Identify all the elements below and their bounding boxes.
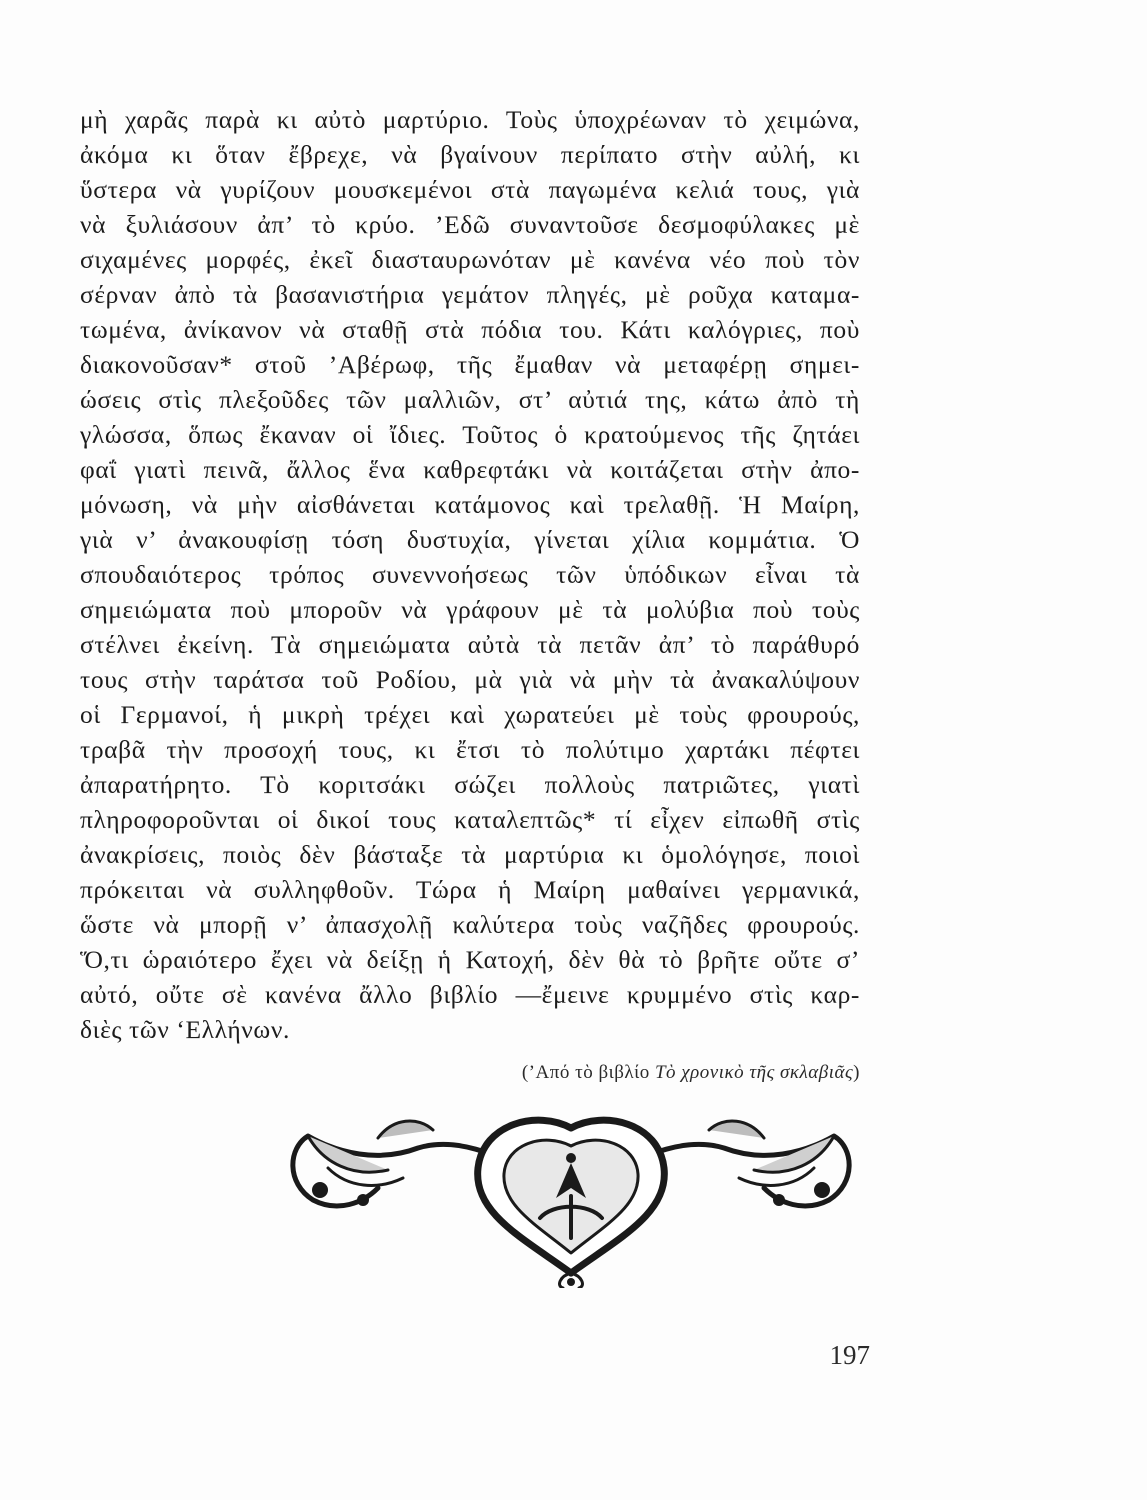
text-line: σπουδαιότερος τρόπος συνεννοήσεως τῶν ὑπόδικων εἶναι τὰ [80,560,860,589]
text-line: ἀνακρίσεις, ποιὸς δὲν βάσταξε τὰ μαρτύρια κι ὁμολόγησε, ποιοὶ [80,840,860,869]
text-line: ὕστερα νὰ γυρίζουν μουσκεμένοι στὰ παγωμένα κελιά τους, γιὰ [80,175,860,204]
text-line: σημειώματα ποὺ μποροῦν νὰ γράφουν μὲ τὰ μολύβια ποὺ τοὺς [80,595,860,624]
source-citation [522,1062,860,1084]
page-number: 197 [829,1340,870,1370]
text-line: γιὰ ν’ ἀνακουφίσῃ τόση δυστυχία, γίνεται χίλια κομμάτια. Ὁ [80,525,860,554]
source-book-title: Τὸ χρονικὸ τῆς σκλαβιᾶς [654,1062,854,1083]
text-line: πρόκειται νὰ συλληφθοῦν. Τώρα ἡ Μαίρη μαθαίνει γερμανικά, [80,875,860,904]
text-line: αὐτό, οὔτε σὲ κανένα ἄλλο βιβλίο —ἔμεινε κρυμμένο στὶς καρ- [80,980,860,1009]
text-line: στέλνει ἐκείνη. Τὰ σημειώματα αὐτὰ τὰ πετᾶν ἀπ’ τὸ παράθυρό [80,630,860,659]
text-line: τους στὴν ταράτσα τοῦ Ροδίου, μὰ γιὰ νὰ μὴν τὰ ἀνακαλύψουν [80,665,860,694]
text-line: διακονοῦσαν* στοῦ ’Αβέρωφ, τῆς ἔμαθαν νὰ μεταφέρῃ σημει- [80,350,860,379]
text-line: τραβᾶ τὴν προσοχή τους, κι ἔτσι τὸ πολύτιμο χαρτάκι πέφτει [80,735,860,764]
text-line: γλώσσα, ὅπως ἔκαναν οἱ ἴδιες. Τοῦτος ὁ κρατούμενος τῆς ζητάει [80,420,860,449]
text-line: οἱ Γερμανοί, ἡ μικρὴ τρέχει καὶ χωρατεύει μὲ τοὺς φρουρούς, [80,700,860,729]
text-line: διὲς τῶν ‘Ελλήνων. [80,1015,290,1044]
source-suffix: ) [853,1062,860,1083]
arabesque-ornament-icon [268,1108,874,1288]
text-line: τωμένα, ἀνίκανον νὰ σταθῇ στὰ πόδια του. Κάτι καλόγριες, ποὺ [80,315,860,344]
text-line: ὥστε νὰ μπορῇ ν’ ἀπασχολῇ καλύτερα τοὺς ναζῆδες φρουρούς. [80,910,860,939]
text-line: ώσεις στὶς πλεξοῦδες τῶν μαλλιῶν, στ’ αὐτιά της, κάτω ἀπὸ τὴ [80,385,860,414]
source-prefix: (’Από τὸ βιβλίο [521,1062,655,1083]
text-line: σιχαμένες μορφές, ἐκεῖ διασταυρωνόταν μὲ κανένα νέο ποὺ τὸν [80,245,860,274]
text-line: μόνωση, νὰ μὴν αἰσθάνεται κατάμονος καὶ τρελαθῇ. Ἡ Μαίρη, [80,490,860,519]
text-line: νὰ ξυλιάσουν ἀπ’ τὸ κρύο. ’Εδῶ συναντοῦσε δεσμοφύλακες μὲ [80,210,860,239]
text-line: μὴ χαρᾶς παρὰ κι αὐτὸ μαρτύριο. Τοὺς ὑποχρέωναν τὸ χειμώνα, [80,105,860,134]
text-line: Ὅ,τι ὡραιότερο ἔχει νὰ δείξῃ ἡ Κατοχή, δὲν θὰ τὸ βρῆτε οὔτε σ’ [80,945,860,974]
text-line: σέρναν ἀπὸ τὰ βασανιστήρια γεμάτον πληγές, μὲ ροῦχα καταμα- [80,280,860,309]
text-line: ἀπαρατήρητο. Τὸ κοριτσάκι σώζει πολλοὺς πατριῶτες, γιατὶ [80,770,860,799]
body-text [80,102,860,1047]
text-line: ἀκόμα κι ὅταν ἔβρεχε, νὰ βγαίνουν περίπατο στὴν αὐλή, κι [80,140,860,169]
text-line: φαΐ γιατὶ πεινᾶ, ἄλλος ἕνα καθρεφτάκι νὰ κοιτάζεται στὴν ἀπο- [80,455,860,484]
text-line: πληροφοροῦνται οἱ δικοί τους καταλεπτῶς* τί εἶχεν εἰπωθῆ στὶς [80,805,860,834]
